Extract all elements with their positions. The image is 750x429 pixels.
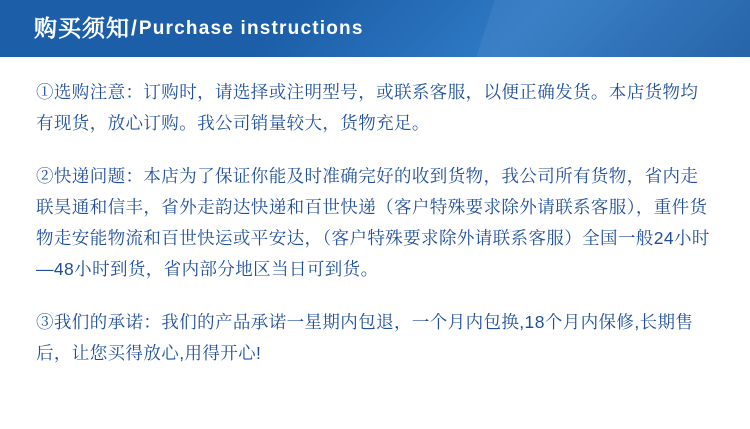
page-title-cn: 购买须知 <box>34 15 130 41</box>
title-separator: / <box>131 17 137 40</box>
page-header <box>0 0 750 57</box>
header-title-group <box>34 0 364 57</box>
instruction-paragraph-2: ②快递问题：本店为了保证你能及时准确完好的收到货物，我公司所有货物，省内走联昊通和信丰，省外走韵达快递和百世快递（客户特殊要求除外请联系客服），重件货物走安能物流和百世快运或平安达，（客户特殊要求除外请联系客服）全国一般24小时—48小时到货，省内部分地区当日可到货。 <box>36 166 710 279</box>
page-title-en: Purchase instructions <box>138 18 364 39</box>
instructions-body <box>0 57 750 369</box>
instruction-paragraph-1: ①选购注意：订购时，请选择或注明型号，或联系客服，以便正确发货。本店货物均有现货，放心订购。我公司销量较大，货物充足。 <box>36 82 699 133</box>
instruction-paragraph-3: ③我们的承诺：我们的产品承诺一星期内包退，一个月内包换,18个月内保修,长期售后，让您买得放心,用得开心! <box>36 312 694 363</box>
